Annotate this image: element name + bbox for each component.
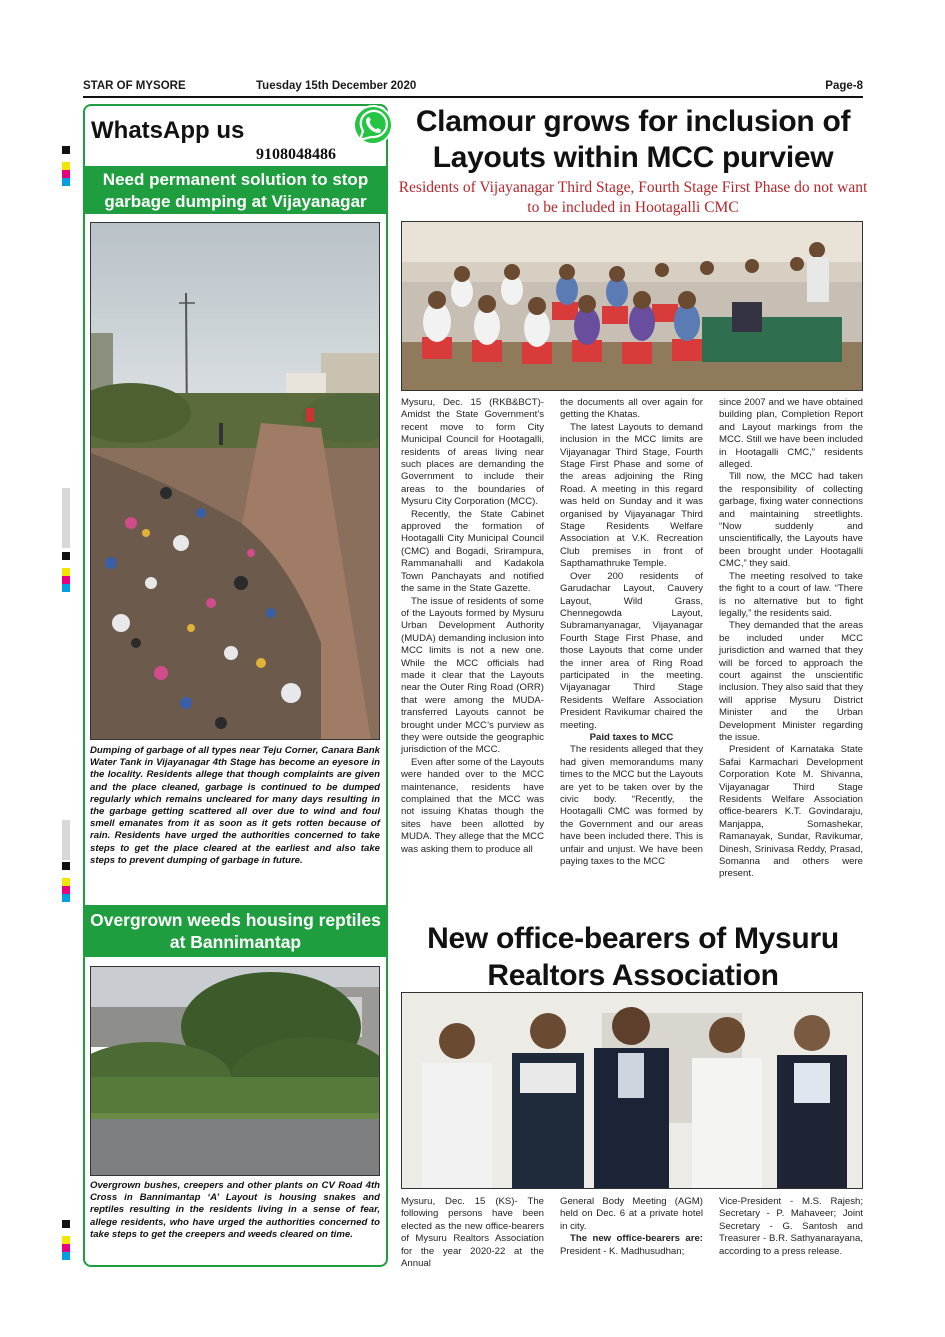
paragraph — [560, 1233, 703, 1258]
paragraph: Mysuru, Dec. 15 (RKB&BCT)- Amidst the State Government’s recent move to form City Municipal Council for Hootagalli, residents of areas living near such places are demanding the Government to include their areas to the boundaries of Mysuru City Corporation (MCC). — [401, 397, 544, 508]
office-bearers-photo — [401, 992, 863, 1189]
masthead — [83, 80, 863, 96]
paragraph: Till now, the MCC had taken the responsibility of collecting garbage, fixing water connections and maintaining streetlights. “Now suddenly and unscientifically, the Layouts have been brought under Hootagalli CMC,” they said. — [719, 471, 863, 570]
garbage-photo-caption: Dumping of garbage of all types near Teju Corner, Canara Bank Water Tank in Vijayanagar 4th Stage has become an eyesore in the locality. Residents allege that though complaints are given and the place cleaned, garbage is continued to be dumped regularly which remains uncleared for many days resulting in the garbage getting scattered all over due to wind and foul smell emanates from it as soon as it gets rotten because of rain. Residents have urged the authorities concerned to take steps to get the place cleared at the earliest and also take steps to prevent dumping of garbage in future. — [90, 745, 380, 866]
whatsapp-title: WhatsApp us — [91, 117, 245, 144]
page-number: Page-8 — [825, 80, 863, 92]
paragraph: The latest Layouts to demand inclusion in the MCC limits are Vijayanagar Third Stage, Fourth Stage First Phase and some of the areas adjoining the Ring Road. A meeting in this regard was held on Sunday and it was organised by Vijayanagar Third Stage Residents Welfare Association at V.K. Recreation Club premises in front of Sapthamathruke Temple. — [560, 421, 703, 570]
residents-meeting-image — [402, 222, 863, 391]
second-story-column-2 — [560, 1196, 703, 1258]
issue-date: Tuesday 15th December 2020 — [256, 80, 417, 92]
meeting-photo — [401, 221, 863, 391]
paragraph: The issue of residents of some of the Layouts formed by Mysuru Urban Development Authority (MUDA) demanding inclusion into MCC limits is not a new one. While the MCC officials had made it clear that the Layouts near the Outer Ring Road (ORR) that were among the MUDA-transferred Layouts cannot be brought under MCC’s purview as they were outside the geographic jurisdiction of the MCC. — [401, 595, 544, 756]
office-bearers-label: The new office-bearers are: — [570, 1233, 703, 1245]
weeds-photo — [90, 966, 380, 1176]
president-line: President - K. Madhusudhan; — [560, 1245, 685, 1257]
paragraph: The meeting resolved to take the fight to a court of law. “There is no alternative but to fight legally,” the residents said. — [719, 570, 863, 619]
paragraph: Vice-President - M.S. Rajesh; Secretary - P. Mahaveer; Joint Secretary - G. Santosh and Treasurer - B.R. Sathyanarayana, according to a press release. — [719, 1196, 863, 1257]
paragraph: President of Karnataka State Safai Karmachari Development Corporation Kote M. Shivanna, Vijayanagar Third Stage Residents Welfare Association office-bearers K.T. Govindaraju, Manjappa, Somashekar, Ramanayak, Sundar, Ravikumar, Dinesh, Srinivasa Reddy, Prasad, Somanna and others were present. — [719, 744, 863, 880]
registration-mark-lower — [62, 862, 70, 902]
registration-mark-top — [62, 146, 70, 186]
paper-name: STAR OF MYSORE — [83, 80, 186, 92]
weeds-photo-caption: Overgrown bushes, creepers and other plants on CV Road 4th Cross in Bannimantap ‘A’ Layout is housing snakes and reptiles resulting in the residents living in a sense of fear, allege residents, who have urged the authorities concerned to take steps to get the creepers and weeds cleared on time. — [90, 1180, 380, 1240]
paragraph: General Body Meeting (AGM) held on Dec. 6 at a private hotel in city. — [560, 1196, 703, 1232]
weeds-story-headline: Overgrown weeds housing reptiles at Bannimantap — [85, 905, 386, 957]
second-story-column-1 — [401, 1196, 544, 1270]
paragraph: They demanded that the areas be included under MCC jurisdiction and warned that they will be forced to approach the court against the unscientific inclusion. They also said that they will apprise Mysuru District Minister and the Urban Development Minister regarding the issue. — [719, 620, 863, 743]
registration-mark-mid — [62, 552, 70, 592]
paragraph: Even after some of the Layouts were handed over to the MCC maintenance, residents have complained that the MCC was not issuing Khatas though the sites have been allotted by MUDA. They allege that the MCC was asking them to produce all — [401, 756, 544, 855]
paragraph: Over 200 residents of Garudachar Layout, Cauvery Layout, Wild Grass, Chennegowda Layout, Subramanyanagar, Vijayanagar Fourth Stage First Phase, and those Layouts that come under the inner area of Ring Road participated in the meeting. Vijayanagar Third Stage Residents Welfare Association President Ravikumar chaired the meeting. — [560, 570, 703, 731]
registration-mark-bottom — [62, 1220, 70, 1260]
office-bearers-image — [402, 993, 863, 1189]
paragraph: Recently, the State Cabinet approved the formation of Hootagalli City Municipal Council (CMC) and Bogadi, Srirampura, Rammanahalli and Kadakola Town Panchayats and notified the same in the State Gazette. — [401, 508, 544, 595]
garbage-dump-image — [91, 223, 380, 740]
second-story-column-3 — [719, 1196, 863, 1258]
main-story-column-2 — [560, 397, 703, 868]
whatsapp-phone: 9108048486 — [256, 146, 336, 163]
paragraph: since 2007 and we have obtained building plan, Completion Report and Layout markings from the MCC. Still we have been included in Hootagalli CMC,” residents alleged. — [719, 397, 863, 471]
header-rule — [83, 96, 863, 98]
registration-gray-1 — [62, 488, 70, 548]
second-story-headline: New office-bearers of Mysuru Realtors Association — [427, 922, 839, 992]
garbage-story-headline: Need permanent solution to stop garbage dumping at Vijayanagar — [85, 166, 386, 214]
garbage-photo — [90, 222, 380, 740]
registration-gray-2 — [62, 820, 70, 860]
main-story-deck: Residents of Vijayanagar Third Stage, Fourth Stage First Phase do not want to be included in Hootagalli CMC — [398, 179, 868, 216]
main-story-headline: Clamour grows for inclusion of Layouts within MCC purview — [415, 105, 851, 174]
main-story-column-3 — [719, 397, 863, 881]
paragraph: the documents all over again for getting the Khatas. — [560, 397, 703, 421]
paragraph: Mysuru, Dec. 15 (KS)- The following persons have been elected as the new office-bearers of Mysuru Realtors Association for the year 2020-22 at the Annual — [401, 1196, 544, 1270]
overgrown-weeds-image — [91, 967, 380, 1176]
main-story-column-1 — [401, 397, 544, 856]
whatsapp-icon — [352, 104, 394, 146]
subheading: Paid taxes to MCC — [589, 731, 674, 743]
paragraph: The residents alleged that they had given memorandums many times to the MCC but the Layouts are yet to be taken over by the civic body. “Recently, the Hootagalli CMC was formed by the Government and our areas have been included there. This is unfair and unjust. We have been paying taxes to the MCC — [560, 744, 703, 868]
